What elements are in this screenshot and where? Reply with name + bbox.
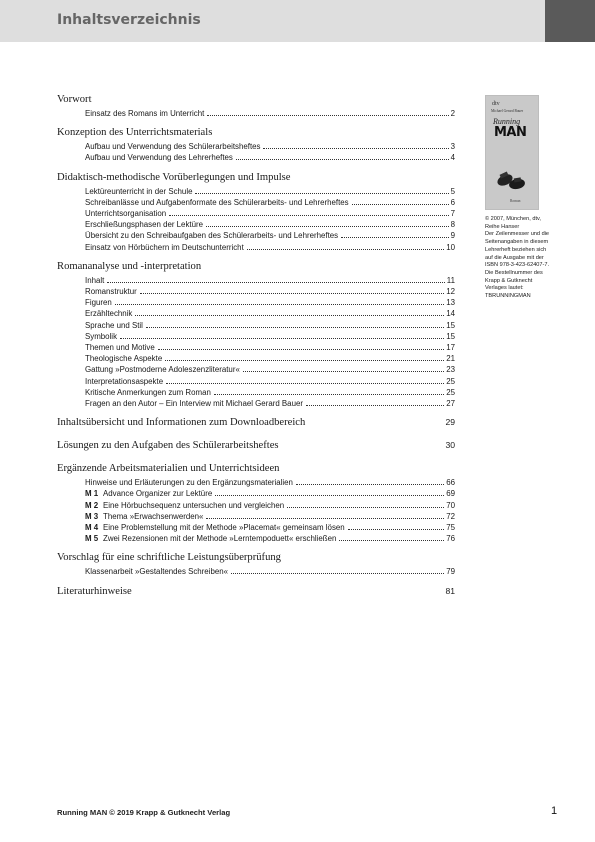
toc-entry-page: 70 <box>446 500 455 510</box>
toc-leader-dots <box>352 204 449 205</box>
toc-leader-dots <box>206 518 444 519</box>
toc-entry <box>85 275 455 286</box>
toc-entry-label: Aufbau und Verwendung des Schülerarbeitsheftes <box>85 142 261 152</box>
toc-entry <box>85 230 455 241</box>
toc-entry-label: Gattung »Postmoderne Adoleszenzliteratur« <box>85 365 240 375</box>
toc-entry <box>85 387 455 398</box>
toc-entry <box>85 331 455 342</box>
toc-entry-label: Symbolik <box>85 331 118 341</box>
toc-entry-label: Advance Organizer zur Lektüre <box>103 489 213 499</box>
toc-entry-label: Thema »Erwachsenwerden« <box>103 511 204 521</box>
toc-section-title <box>57 260 455 273</box>
toc-section-title <box>57 93 455 106</box>
toc-entry-label: Klassenarbeit »Gestaltendes Schreiben« <box>85 567 228 577</box>
toc-section-label: Romananalyse und -interpretation <box>57 260 202 272</box>
toc-leader-dots <box>115 304 444 305</box>
toc-section-label: Konzeption des Unterrichtsmaterials <box>57 127 213 139</box>
toc-entry-page: 25 <box>446 387 455 397</box>
toc-entry-page: 17 <box>446 343 455 353</box>
toc-entry-label: Themen und Motive <box>85 343 155 353</box>
toc-leader-dots <box>146 327 444 328</box>
toc-section-title <box>57 585 455 598</box>
toc-entry-page: 66 <box>446 478 455 488</box>
toc-entry-label: Hinweise und Erläuterungen zu den Ergänzungsmaterialien <box>85 478 293 488</box>
toc-entry <box>85 286 455 297</box>
toc-section-page: 29 <box>445 417 455 428</box>
toc-leader-dots <box>306 405 444 406</box>
toc-leader-dots <box>348 529 445 530</box>
toc-entry <box>85 219 455 230</box>
toc-entry-label: Schreibanlässe und Aufgabenformate des Schülerarbeits- und Lehrerheftes <box>85 197 349 207</box>
toc-entry <box>85 488 455 499</box>
toc-entry-label: Übersicht zu den Schreibaufgaben des Schülerarbeits- und Lehrerheftes <box>85 231 339 241</box>
toc-entry <box>85 141 455 152</box>
toc-entry <box>85 342 455 353</box>
toc-leader-dots <box>206 226 449 227</box>
toc-leader-dots <box>165 360 444 361</box>
side-note-line: Der Zeilenmesser und die <box>485 231 550 238</box>
cover-publisher: dtv <box>492 101 500 107</box>
toc-entry-label: Kritische Anmerkungen zum Roman <box>85 387 211 397</box>
toc-section-title <box>57 551 455 564</box>
toc-entry-label: Sprache und Stil <box>85 320 143 330</box>
toc-leader-dots <box>247 249 444 250</box>
footer-text: Running MAN © 2019 Krapp & Gutknecht Verlag <box>57 808 231 817</box>
toc-entry <box>85 566 455 577</box>
toc-leader-dots <box>158 349 444 350</box>
toc-entry-label: Fragen an den Autor – Ein Interview mit Michael Gerard Bauer <box>85 399 303 409</box>
page-title: Inhaltsverzeichnis <box>57 12 201 28</box>
toc-entry <box>85 522 455 533</box>
toc-entry <box>85 197 455 208</box>
side-note-line: Reihe Hanser <box>485 223 520 230</box>
side-note-line: Lehrerheft beziehen sich <box>485 246 547 253</box>
toc-section-label: Vorschlag für eine schriftliche Leistungsüberprüfung <box>57 552 281 564</box>
toc-section-page: 81 <box>445 585 455 596</box>
toc-leader-dots <box>169 215 448 216</box>
toc-entry-page: 21 <box>446 354 455 364</box>
toc-entry <box>85 353 455 364</box>
cover-title-man: MAN <box>494 125 527 140</box>
toc-entry-label: Unterrichtsorganisation <box>85 209 167 219</box>
toc-section <box>57 171 455 253</box>
toc-leader-dots <box>215 495 444 496</box>
toc-entry <box>85 108 455 119</box>
toc-entry-page: 23 <box>446 365 455 375</box>
toc-entry <box>85 364 455 375</box>
toc-section-title <box>57 416 455 429</box>
toc-entry-page: 8 <box>450 220 455 230</box>
toc-entry-label: Interpretationsaspekte <box>85 376 164 386</box>
toc-entry-page: 15 <box>446 331 455 341</box>
toc-leader-dots <box>341 237 449 238</box>
toc-leader-dots <box>135 315 444 316</box>
toc-entry <box>85 297 455 308</box>
toc-entry-code: M 4 <box>85 523 99 533</box>
cover-author: Michael Gerard Bauer <box>491 109 524 113</box>
toc-section-title <box>57 439 455 452</box>
toc-entry-page: 10 <box>446 242 455 252</box>
toc-section <box>57 416 455 429</box>
toc-entry-label: Einsatz des Romans im Unterricht <box>85 109 205 118</box>
toc-section-page: 30 <box>445 440 455 451</box>
toc-entry <box>85 242 455 253</box>
toc-section-label: Vorwort <box>57 94 92 105</box>
cover-title-running: Running <box>493 117 521 126</box>
toc-entry-page: 13 <box>446 298 455 308</box>
side-note-line: Krapp & Gutknecht <box>485 277 533 284</box>
toc-section <box>57 260 455 409</box>
toc-entry-page: 7 <box>450 209 455 219</box>
toc-section-label: Inhaltsübersicht und Informationen zum Downloadbereich <box>57 417 306 429</box>
toc-entry-page: 27 <box>446 399 455 409</box>
side-note-line: TBRUNNINGMAN <box>485 293 531 300</box>
toc-entry-page: 12 <box>446 287 455 297</box>
toc-section-title <box>57 462 455 475</box>
toc-leader-dots <box>207 115 448 116</box>
toc-entry-page: 79 <box>446 567 455 577</box>
toc-entry-label: Romanstruktur <box>85 287 137 297</box>
toc-entry <box>85 477 455 488</box>
toc-entry-label: Aufbau und Verwendung des Lehrerheftes <box>85 153 233 163</box>
side-note-line: Die Bestellnummer des <box>485 269 543 276</box>
header-accent-block <box>545 0 595 42</box>
toc-entry-code: M 2 <box>85 500 99 510</box>
toc-entry <box>85 376 455 387</box>
toc-leader-dots <box>263 148 448 149</box>
toc-entry-page: 3 <box>450 142 455 152</box>
toc-entry-page: 72 <box>446 511 455 521</box>
toc-section-title <box>57 171 455 184</box>
toc-entry <box>85 533 455 544</box>
toc-entry <box>85 186 455 197</box>
page-number: 1 <box>551 805 558 817</box>
book-cover-image <box>485 95 539 210</box>
toc-section <box>57 126 455 163</box>
toc-entry-page: 6 <box>450 197 455 207</box>
toc-leader-dots <box>231 573 444 574</box>
toc-entry <box>85 308 455 319</box>
toc-entry-label: Eine Hörbuchsequenz untersuchen und vergleichen <box>103 500 285 510</box>
toc-section-label: Literaturhinweise <box>57 585 132 597</box>
toc-entry <box>85 152 455 163</box>
toc-leader-dots <box>120 338 444 339</box>
toc-entry-page: 9 <box>450 231 455 241</box>
toc-section-title <box>57 126 455 139</box>
toc-entry <box>85 500 455 511</box>
cover-genre: Roman <box>510 199 521 203</box>
side-note-line: © 2007, München, dtv, <box>485 216 541 222</box>
toc-entry-label: Erschließungsphasen der Lektüre <box>85 220 203 230</box>
toc-entry <box>85 398 455 409</box>
toc-section <box>57 93 455 119</box>
toc-leader-dots <box>236 159 449 160</box>
toc-leader-dots <box>243 371 444 372</box>
toc-entry-page: 75 <box>446 523 455 533</box>
side-note-line: auf die Ausgabe mit der <box>485 254 544 261</box>
toc-entry-label: Einsatz von Hörbüchern im Deutschunterricht <box>85 242 244 252</box>
toc-leader-dots <box>339 540 444 541</box>
toc-entry-label: Lektüreunterricht in der Schule <box>85 186 193 196</box>
toc-section-label: Ergänzende Arbeitsmaterialien und Unterrichtsideen <box>57 463 280 475</box>
side-note <box>485 216 575 301</box>
side-note-line: Verlages lautet: <box>485 285 524 292</box>
toc-section-label: Didaktisch-methodische Vorüberlegungen und Impulse <box>57 171 291 183</box>
toc-entry-code: M 5 <box>85 534 99 544</box>
toc-entry-label: Eine Problemstellung mit der Methode »Placemat« gemeinsam lösen <box>103 523 345 533</box>
toc-section-label: Lösungen zu den Aufgaben des Schülerarbeitsheftes <box>57 440 279 452</box>
side-note-line: Seitenangaben in diesem <box>485 239 549 246</box>
toc-entry-page: 4 <box>450 153 455 163</box>
toc-section <box>57 462 455 544</box>
toc-entry-page: 76 <box>446 534 455 544</box>
toc-entry-page: 69 <box>446 489 455 499</box>
toc-entry-page: 5 <box>450 186 455 196</box>
toc-entry <box>85 511 455 522</box>
toc-leader-dots <box>296 484 444 485</box>
toc-entry-label: Zwei Rezensionen mit der Methode »Lerntempoduett« erschließen <box>103 534 337 544</box>
toc-leader-dots <box>195 193 448 194</box>
toc-entry-page: 11 <box>446 275 455 285</box>
toc-section <box>57 585 455 598</box>
toc-entry-label: Erzähltechnik <box>85 309 133 319</box>
toc-entry-page: 15 <box>446 320 455 330</box>
toc-leader-dots <box>107 282 444 283</box>
toc-entry-code: M 3 <box>85 511 99 521</box>
toc-entry-code: M 1 <box>85 489 99 499</box>
toc-leader-dots <box>287 507 444 508</box>
toc-leader-dots <box>166 383 444 384</box>
toc-entry-label: Figuren <box>85 298 112 308</box>
toc-section <box>57 551 455 577</box>
toc-leader-dots <box>214 394 444 395</box>
toc-entry-page: 14 <box>446 309 455 319</box>
toc-entry <box>85 320 455 331</box>
cover-shoes-illustration <box>486 96 538 209</box>
toc-entry-label: Inhalt <box>85 275 105 285</box>
toc-section <box>57 439 455 452</box>
side-note-line: ISBN 978-3-423-62407-7. <box>485 262 550 269</box>
toc-entry-page: 25 <box>446 376 455 386</box>
toc-entry-page: 2 <box>450 109 455 118</box>
toc-entry-label: Theologische Aspekte <box>85 354 163 364</box>
toc-entry <box>85 208 455 219</box>
table-of-contents <box>57 93 455 608</box>
toc-leader-dots <box>140 293 444 294</box>
